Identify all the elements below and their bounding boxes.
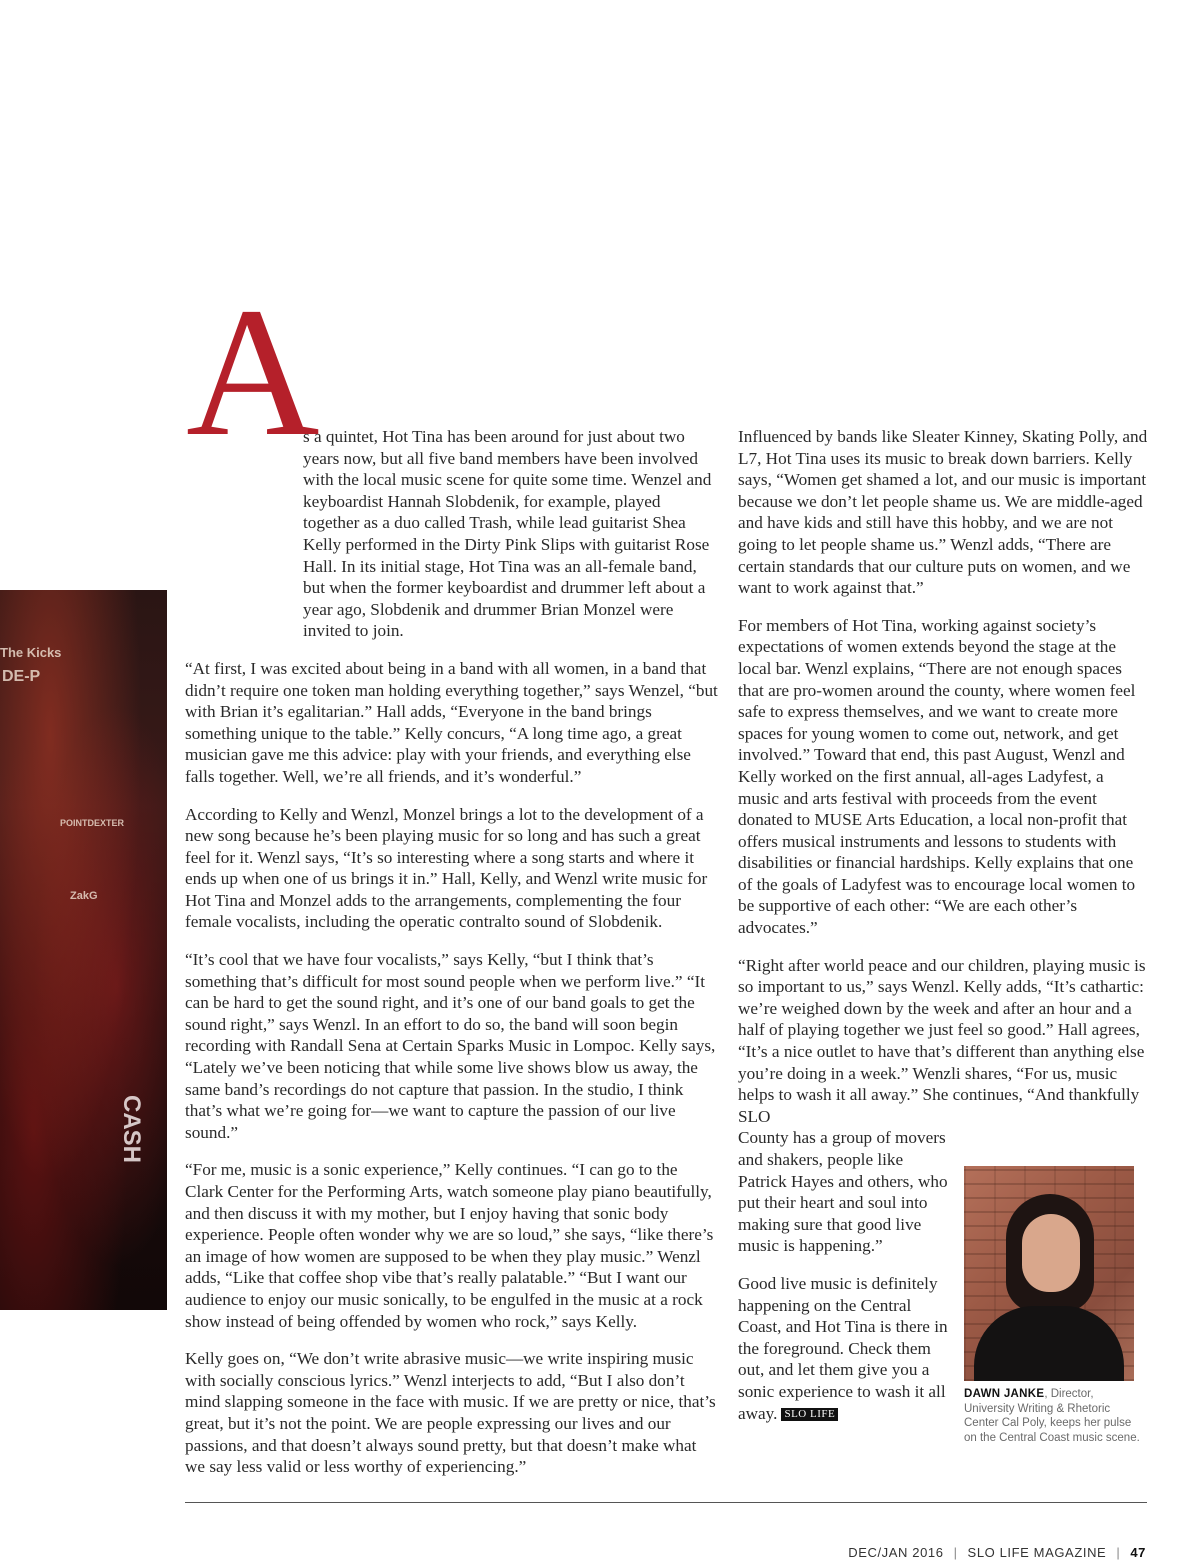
- photo-sticker: CASH: [118, 1095, 145, 1164]
- footer-rule: [185, 1502, 1147, 1503]
- slo-life-end-mark: SLO LIFE: [781, 1408, 838, 1421]
- closing-text: Good live music is definitely happening on the Central Coast, and Hot Tina is there in the foreground. Check them out, and let them give you a sonic experience to wash it all away.: [738, 1273, 948, 1423]
- paragraph: According to Kelly and Wenzl, Monzel brings a lot to the development of a new song because he’s been playing music for so long and has such a great feel for it. Wenzl says, “It’s so interesting where a song starts and where it ends up when one of us brings it in.” Hall, Kelly, and Wenzl write music for Hot Tina and Monzel adds to the arrangements, complementing the four female vocalists, including the operatic contralto sound of Slobdenik.: [185, 804, 708, 932]
- author-name: DAWN JANKE: [964, 1388, 1045, 1400]
- paragraph: Influenced by bands like Sleater Kinney, Skating Polly, and L7, Hot Tina uses its music to break down barriers. Kelly says, “Women get shamed a lot, and our music is important because we don’t let people shame us. We are middle-aged and have kids and still have this hobby, and we are not going to let people shame us.” Wenzl adds, “There are certain standards that our culture puts on women, and we want to work against that.”: [738, 427, 1148, 598]
- paragraph: “It’s cool that we have four vocalists,” says Kelly, “but I think that’s something that’s difficult for most sound people when we perform live.” “It can be hard to get the sound right, and it’s one of our band goals to get the sound right,” says Wenzl. In an effort to do so, the band will soon begin recording with Randall Sena at Certain Sparks Music in Lompoc. Kelly says, “Lately we’ve been noticing that while some live shows blow us away, the same band’s recordings do not capture that passion. In the studio, I think that’s what we’re going for—we want to capture the passion of our live sound.”: [185, 950, 716, 1142]
- drop-cap: A: [186, 270, 320, 475]
- photo-sticker: POINTDEXTER: [60, 818, 125, 828]
- page-number: 47: [1130, 1545, 1146, 1560]
- photo-sticker: DE-P: [2, 668, 41, 685]
- concert-photo: [0, 590, 167, 1310]
- paragraph: County has a group of movers and shakers, people like Patrick Hayes and others, who put their heart and soul into making sure that good live music is happening.”: [738, 1128, 948, 1256]
- footer-separator: |: [1116, 1545, 1121, 1560]
- article-left-column: [185, 426, 720, 1494]
- magazine-name: SLO LIFE MAGAZINE: [967, 1545, 1107, 1560]
- author-caption: [964, 1387, 1144, 1445]
- closing-paragraph: [738, 1273, 948, 1424]
- paragraph: s a quintet, Hot Tina has been around for just about two years now, but all five band members have been involved with the local music scene for quite some time. Wenzel and keyboardist Hannah Slobdenik, for example, played together as a duo called Trash, while lead guitarist Shea Kelly performed in the Dirty Pink Slips with guitarist Rose Hall. In its initial stage, Hot Tina was an all-female band, but when the former keyboardist and drummer left about a year ago, Slobdenik and drummer Brian Monzel were invited to join.: [303, 427, 712, 641]
- author-portrait: [964, 1166, 1134, 1381]
- footer-separator: |: [953, 1545, 958, 1560]
- portrait-face: [1022, 1214, 1080, 1292]
- photo-sticker: ZakG: [70, 890, 98, 902]
- paragraph: “Right after world peace and our children, playing music is so important to us,” says Wenzl. Kelly adds, “It’s cathartic: we’re weighed down by the week and after an hour and a half of playing together we just feel so good.” Hall agrees, “It’s a nice outlet to have that’s different than anything else you’re doing in a week.” Wenzli shares, “For us, music helps to wash it all away.” She continues, “And thankfully SLO: [738, 955, 1146, 1126]
- photo-sticker: The Kicks: [0, 645, 62, 660]
- paragraph: “For me, music is a sonic experience,” Kelly continues. “I can go to the Clark Center for the Performing Arts, watch someone play piano beautifully, and then discuss it with my mother, but I enjoy having that sonic body experience. People often wonder why we are so loud,” she says, “like there’s an image of how women are supposed to be when they play music.” Wenzl adds, “Like that coffee shop vibe that’s really palatable.” “But I want our audience to enjoy our music sonically, to be engulfed in the music at a rock show instead of being offended by women who rock,” says Kelly.: [185, 1160, 714, 1331]
- issue-date: DEC/JAN 2016: [848, 1545, 944, 1560]
- paragraph: Kelly goes on, “We don’t write abrasive music—we write inspiring music with socially conscious lyrics.” Wenzl interjects to add, “But I also don’t mind slapping someone in the face with music. If we are pretty or nice, that’s great, but it’s not the point. We are people expressing our lives and our passions, and that doesn’t always sound pretty, but that doesn’t make what we say less valid or less worthy of experiencing.”: [185, 1349, 716, 1477]
- paragraph: For members of Hot Tina, working against society’s expectations of women extends beyond the stage at the local bar. Wenzl explains, “There are not enough spaces that are pro-women around the county, where women feel safe to express themselves, and we want to create more spaces for young women to come out, network, and get involved.” Toward that end, this past August, Wenzl and Kelly worked on the first annual, all-ages Ladyfest, a music and arts festival with proceeds from the event donated to MUSE Arts Education, a local non-profit that offers musical instruments and lessons to students with disabilities or financial hardships. Kelly explains that one of the goals of Ladyfest was to encourage local women to be supportive of each other: “We are each other’s advocates.”: [738, 615, 1136, 938]
- paragraph: “At first, I was excited about being in a band with all women, in a band that didn’t require one token man holding everything together,” says Wenzel, “but with Brian it’s egalitarian.” Hall adds, “Everyone in the band brings something unique to the table.” Kelly concurs, “A long time ago, a great musician gave me this advice: play with your friends, and everything else falls together. Well, we’re all friends, and it’s wonderful.”: [185, 658, 718, 786]
- author-bio: , Director, University Writing & Rhetoric Center Cal Poly, keeps her pulse on the Central Coast music scene.: [964, 1388, 1140, 1444]
